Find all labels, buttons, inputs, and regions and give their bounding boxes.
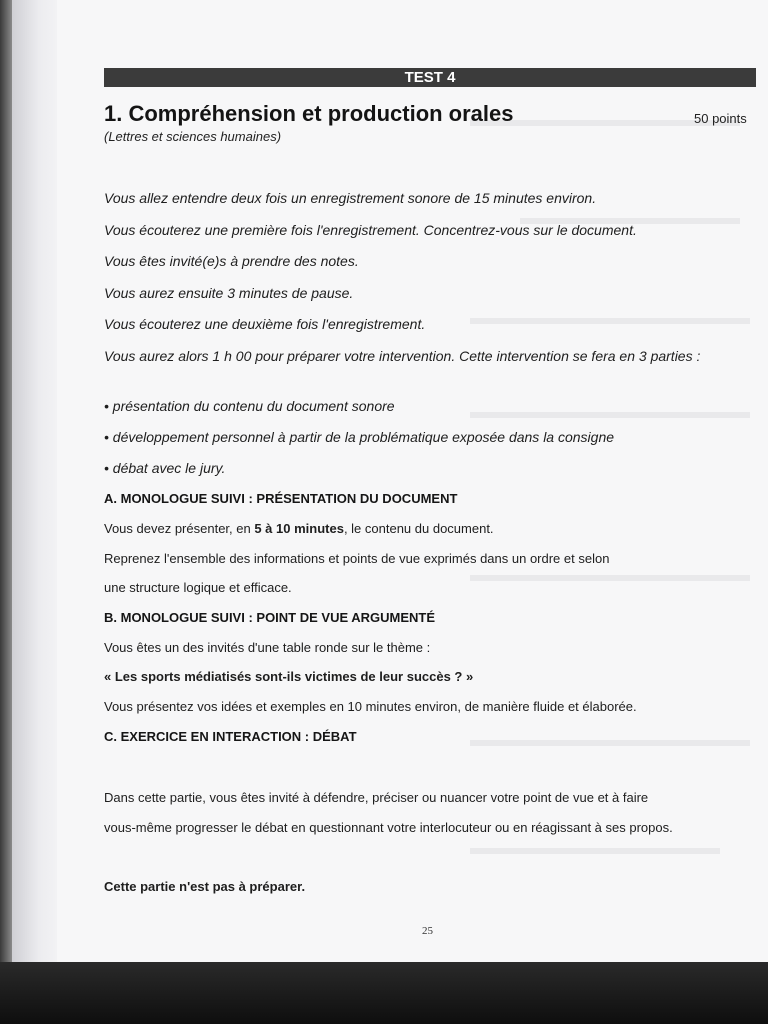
- bullet-item: • développement personnel à partir de la problématique exposée dans la consigne: [104, 429, 615, 445]
- instruction-line: Vous allez entendre deux fois un enregistrement sonore de 15 minutes environ.: [104, 190, 597, 206]
- book-gutter: [12, 0, 57, 1024]
- part-b-line: Vous présentez vos idées et exemples en 10 minutes environ, de manière fluide et élaborée.: [104, 699, 637, 714]
- debate-theme: « Les sports médiatisés sont-ils victimes de leur succès ? »: [104, 669, 474, 684]
- instruction-line: Vous aurez alors 1 h 00 pour préparer votre intervention. Cette intervention se fera en 3 parties :: [104, 348, 701, 364]
- duration-bold: 5 à 10 minutes: [254, 521, 344, 536]
- part-b-heading: B. MONOLOGUE SUIVI : POINT DE VUE ARGUMENTÉ: [104, 610, 436, 625]
- show-through-text: [470, 848, 720, 854]
- part-a-line-end: , le contenu du document.: [343, 521, 494, 536]
- scan-left-edge: [0, 0, 12, 1024]
- scan-bottom-edge: [0, 962, 768, 1024]
- part-a-line-start: Vous devez présenter, en: [104, 521, 255, 536]
- show-through-text: [470, 740, 750, 746]
- instruction-line: Vous écouterez une deuxième fois l'enregistrement.: [104, 316, 426, 332]
- part-b-line: Vous êtes un des invités d'une table ronde sur le thème :: [104, 640, 431, 655]
- part-c-line: Dans cette partie, vous êtes invité à défendre, préciser ou nuancer votre point de vue et à faire: [104, 790, 649, 805]
- section-title: 1. Compréhension et production orales: [104, 101, 514, 126]
- part-c-note: Cette partie n'est pas à préparer.: [104, 879, 306, 894]
- part-c-heading: C. EXERCICE EN INTERACTION : DÉBAT: [104, 729, 357, 744]
- page-number: 25: [422, 925, 433, 937]
- part-a-line: [104, 521, 494, 536]
- bullet-item: • présentation du contenu du document sonore: [104, 398, 395, 414]
- part-a-line: Reprenez l'ensemble des informations et points de vue exprimés dans un ordre et selon: [104, 551, 610, 566]
- part-a-heading: A. MONOLOGUE SUIVI : PRÉSENTATION DU DOCUMENT: [104, 491, 458, 506]
- section-subtitle: (Lettres et sciences humaines): [104, 129, 282, 144]
- bullet-item: • débat avec le jury.: [104, 460, 226, 476]
- instruction-line: Vous êtes invité(e)s à prendre des notes.: [104, 253, 359, 269]
- part-a-line: une structure logique et efficace.: [104, 580, 292, 595]
- part-c-line: vous-même progresser le débat en questionnant votre interlocuteur ou en réagissant à ses propos.: [104, 820, 673, 835]
- show-through-text: [470, 412, 750, 418]
- instruction-line: Vous aurez ensuite 3 minutes de pause.: [104, 285, 354, 301]
- instruction-line: Vous écouterez une première fois l'enregistrement. Concentrez-vous sur le document.: [104, 222, 637, 238]
- test-header-bar: TEST 4: [104, 68, 756, 87]
- points-label: 50 points: [694, 111, 747, 126]
- show-through-text: [470, 575, 750, 581]
